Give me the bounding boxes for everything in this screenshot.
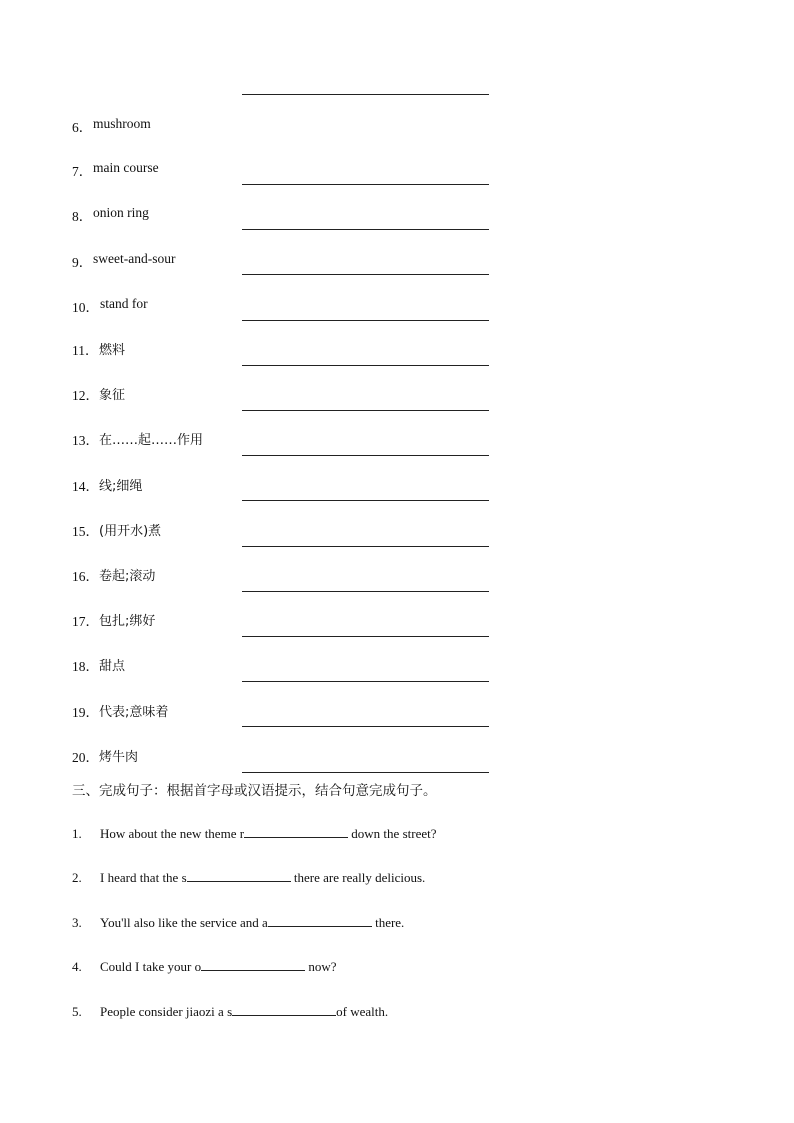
vocab-item-7 xyxy=(0,160,794,200)
vocab-item-11 xyxy=(0,339,794,379)
sentence-number: 4. xyxy=(72,959,82,974)
vocab-number: 20． xyxy=(72,750,99,765)
vocab-number: 16． xyxy=(72,569,99,584)
fill-blank[interactable] xyxy=(201,958,305,971)
sentence-number: 2. xyxy=(72,870,82,885)
sentence-text-before: You'll also like the service and a xyxy=(100,915,268,930)
vocab-term: 象征 xyxy=(99,388,126,403)
sentence-text-after: now? xyxy=(305,959,337,974)
vocab-term: stand for xyxy=(100,296,148,311)
vocab-number: 13． xyxy=(72,433,99,448)
sentence-text-after: of wealth. xyxy=(336,1004,389,1019)
vocab-number: 11． xyxy=(72,343,99,358)
vocab-item-14 xyxy=(0,475,794,515)
fill-blank[interactable] xyxy=(232,1003,336,1016)
sentence-text-before: I heard that the s xyxy=(100,870,187,885)
vocab-item-16 xyxy=(0,565,794,605)
vocab-term: main course xyxy=(93,160,159,175)
vocab-term: 烤牛肉 xyxy=(99,750,139,765)
vocab-term: onion ring xyxy=(93,205,149,220)
vocab-term: sweet-and-sour xyxy=(93,251,176,266)
vocab-number: 18． xyxy=(72,659,99,674)
sentence-text-before: How about the new theme r xyxy=(100,826,245,841)
vocab-term: (用开水)煮 xyxy=(99,524,162,539)
answer-line-5 xyxy=(242,94,489,95)
section-title: 三、完成句子：根据首字母或汉语提示，结合句意完成句子。 xyxy=(72,783,437,799)
vocab-item-6 xyxy=(0,116,794,156)
vocab-number: 12． xyxy=(72,388,99,403)
sentence-text-after: there are really delicious. xyxy=(290,870,426,885)
fill-blank[interactable] xyxy=(268,914,372,927)
vocab-number: 8． xyxy=(72,209,93,224)
sentence-1 xyxy=(72,825,437,842)
vocab-item-17 xyxy=(0,610,794,650)
vocab-term: 在……起……作用 xyxy=(99,433,204,448)
sentence-number: 5. xyxy=(72,1004,82,1019)
sentence-text-after: down the street? xyxy=(348,826,437,841)
fill-blank[interactable] xyxy=(244,825,348,838)
vocab-number: 19． xyxy=(72,705,99,720)
sentence-3 xyxy=(72,914,404,931)
vocab-number: 10． xyxy=(72,300,99,315)
vocab-number: 15． xyxy=(72,524,99,539)
sentence-4 xyxy=(72,958,337,975)
vocab-number: 17． xyxy=(72,614,99,629)
vocab-item-19 xyxy=(0,701,794,741)
vocab-item-13 xyxy=(0,429,794,469)
vocab-term: 甜点 xyxy=(99,659,126,674)
sentence-text-after: there. xyxy=(371,915,405,930)
vocab-item-15 xyxy=(0,520,794,560)
vocab-term: 线;细绳 xyxy=(99,479,143,494)
vocab-number: 14． xyxy=(72,479,99,494)
sentence-text-before: People consider jiaozi a s xyxy=(100,1004,233,1019)
sentence-5 xyxy=(72,1003,388,1020)
vocab-item-18 xyxy=(0,655,794,695)
vocab-number: 9． xyxy=(72,255,93,270)
vocab-item-9 xyxy=(0,251,794,291)
vocab-item-8 xyxy=(0,205,794,245)
sentence-2 xyxy=(72,869,425,886)
vocab-item-12 xyxy=(0,384,794,424)
vocab-term: 包扎;绑好 xyxy=(99,614,156,629)
vocab-term: 燃料 xyxy=(99,343,126,358)
vocab-item-10 xyxy=(0,296,794,336)
sentence-number: 1. xyxy=(72,826,82,841)
fill-blank[interactable] xyxy=(187,869,291,882)
sentence-text-before: Could I take your o xyxy=(100,959,202,974)
sentence-number: 3. xyxy=(72,915,82,930)
vocab-term: 代表;意味着 xyxy=(99,705,169,720)
vocab-number: 7． xyxy=(72,164,93,179)
vocab-number: 6． xyxy=(72,120,93,135)
vocab-term: mushroom xyxy=(93,116,151,131)
vocab-term: 卷起;滚动 xyxy=(99,569,156,584)
